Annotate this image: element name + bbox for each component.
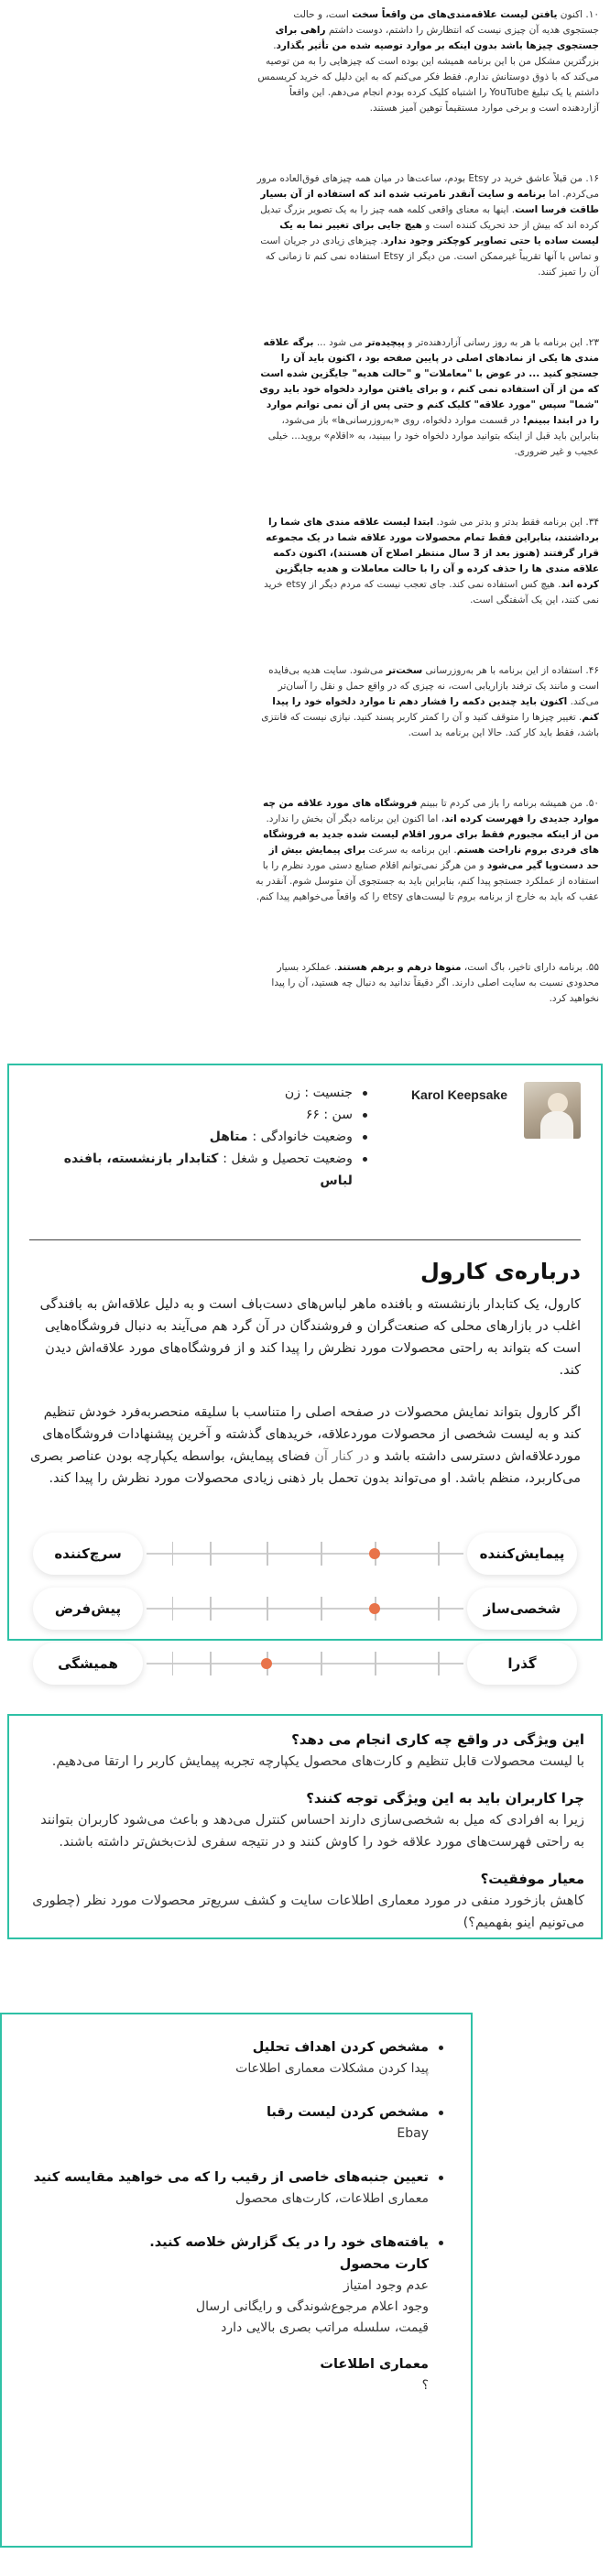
review-findings	[255, 0, 599, 1007]
spectrum-tick	[321, 1652, 322, 1675]
finding-number: ۲۳.	[585, 337, 599, 348]
finding-item: ۲۳. این برنامه با هر به روز رسانی آزاردهنده‌تر و پیچیده‌تر می شود ... برگه علاقه مندی ها یکی از نمادهای اصلی در پایین صفحه بود ، اکنون باید آن را جستجو کنید ... در عوض با "معاملات" و "حالت هدیه" جایگزین شده است که من از آن استفاده نمی کنم ، و برای یافتن موارد دلخواه خود باید روی "شما" سپس "مورد علاقه" کلیک کنم و حتی پس از آن نمی توانم موارد را در ابتدا ببینم! در قسمت موارد دلخواه، روی «به‌روزرسانی‌ها» باز می‌شود، بنابراین باید قبل از اینکه بتوانید موارد دلخواه خود را ببینید، به «اقلام» بروید... خیلی عجیب و غیر ضروری.	[259, 337, 599, 457]
product-card-note: عدم وجود امتیاز	[343, 2278, 429, 2293]
analysis-item: یافته‌های خود را در یک گزارش خلاصه کنید. کارت محصول عدم وجود امتیاز وجود اعلام مرجوع‌شوندگی و رایگانی ارسال قیمت، سلسله مراتب بصری بالایی دارد معماری اطلاعات ؟	[20, 2232, 447, 2396]
persona-name: Karol Keepsake	[410, 1087, 507, 1102]
spectrum-tick	[375, 1652, 376, 1675]
product-card-note: قیمت، سلسله مراتب بصری بالایی دارد	[221, 2320, 429, 2335]
finding-number: ۵۵.	[585, 962, 599, 973]
spectrum-tick	[172, 1652, 174, 1675]
persona-fact-marital: وضعیت خانوادگی : متاهل	[29, 1126, 369, 1148]
spectrum-row	[33, 1581, 577, 1636]
spectrum-tick	[267, 1597, 268, 1621]
finding-item: ۵۵. برنامه دارای تاخیر، باگ است، منوها درهم و برهم هستند. عملکرد بسیار محدودی نسبت به سایت اصلی دارند. اگر دقیقاً ندانید به دنبال چه هستید، آن را پیدا نخواهید کرد.	[271, 962, 599, 1004]
insight-answer: با لیست محصولات قابل تنظیم و کارت‌های محصول یکپارچه تجربه پیمایش کاربر را ارتقا می‌دهیم.	[51, 1754, 584, 1769]
competitor-analysis-box	[0, 2013, 473, 2548]
spectrum-label-right: شخصی‌ساز	[467, 1588, 577, 1630]
spectrum-tick	[438, 1652, 440, 1675]
spectrum-tick	[438, 1542, 440, 1566]
spectrum-marker	[369, 1603, 380, 1614]
finding-number: ۳۴.	[585, 517, 599, 528]
ia-heading: معماری اطلاعات	[320, 2357, 429, 2372]
finding-item: ۱۶. من قبلاً عاشق خرید در Etsy بودم، ساعت‌ها در میان همه چیزهای فوق‌العاده مرور می‌کردم. اما برنامه و سایت آنقدر نامرتب شده اند که استفاده از آن بسیار طاقت فرسا است. اینها به معنای واقعی کلمه همه چیز را به یک تصویر بزرگ تبدیل کرده اند که بیش از حد تحریک کننده است و هیچ جایی برای تغییر نما به یک لیست ساده یا حتی تصاویر کوچکتر وجود ندارد. چیزهای زیادی در جریان است و تماس با آنها تقریباً غیرممکن است. من دیگر از Etsy استفاده نمی کنم تا زمانی که آن را تمیز کنند.	[256, 173, 599, 278]
ia-note: ؟	[421, 2378, 429, 2393]
insight-answer: کاهش بازخورد منفی در مورد معماری اطلاعات سایت و کشف سریع‌تر محصولات مورد نظر (چطوری می‌تونیم اینو بفهمیم؟)	[32, 1894, 584, 1930]
analysis-item: مشخص کردن لیست رقبا Ebay	[20, 2101, 447, 2145]
insight-block	[26, 1729, 584, 1773]
persona-fact-occupation: وضعیت تحصیل و شغل : کتابدار بازنشسته، بافنده لباس	[29, 1148, 369, 1192]
spectrum-row	[33, 1526, 577, 1581]
spectrum-label-left: سرچ‌کننده	[33, 1533, 143, 1575]
finding-number: ۵۰.	[585, 798, 599, 809]
spectrum-label-left: پیش‌فرض	[33, 1588, 143, 1630]
persona-header	[29, 1082, 581, 1192]
about-title: درباره‌ی کارول	[419, 1259, 581, 1284]
persona-facts	[29, 1082, 369, 1192]
finding-item: ۵۰. من همیشه برنامه را باز می کردم تا ببینم فروشگاه های مورد علاقه من چه موارد جدیدی را فهرست کرده اند، اما اکنون این برنامه دیگر آن بخش را ندارد. من از اینکه مجبورم فقط برای مرور اقلام لیست شده جدید به فروشگاه های فردی بروم ناراحت هستم. این برنامه به سرعت برای پیمایش بیش از حد دست‌وپا گیر می‌شود و من هرگز نمی‌توانم اقلام صنایع دستی مورد نظرم را با استفاده از عملکرد جستجو پیدا کنم، بنابراین باید به جستجوی آن متوسل شوم. آنقدر به عقب که باید به خارج از برنامه بروم تا لیست‌های etsy را که واقعاً می‌خواهیم پیدا کنم.	[256, 798, 599, 902]
persona-fact-gender: جنسیت : زن	[29, 1082, 369, 1104]
product-card-heading: کارت محصول	[339, 2257, 429, 2272]
spectrum-tick	[172, 1597, 174, 1621]
persona-spectrum	[29, 1526, 581, 1691]
persona-avatar	[524, 1082, 581, 1139]
insight-question: چرا کاربران باید به این ویژگی توجه کنند؟	[306, 1790, 584, 1806]
insight-block	[26, 1787, 584, 1853]
spectrum-marker	[261, 1658, 272, 1669]
spectrum-track	[147, 1533, 463, 1575]
finding-number: ۱۶.	[585, 173, 599, 184]
spectrum-label-right: پیمایش‌کننده	[467, 1533, 577, 1575]
persona-divider	[29, 1239, 581, 1240]
spectrum-tick	[172, 1542, 174, 1566]
spectrum-label-left: همیشگی	[33, 1643, 143, 1685]
analysis-item: تعیین جنبه‌های خاصی از رقیب را که می خواهید مقایسه کنید معماری اطلاعات، کارت‌های محصول	[20, 2167, 447, 2210]
about-paragraph: کارول، یک کتابدار بازنشسته و بافنده ماهر لباس‌های دست‌باف است و به دلیل علاقه‌اش به بافندگی اغلب در بازارهای محلی که صنعت‌گران و فروشندگان در آن گرد هم می‌آیند به دنبال فروشگاه‌هایی است که بتواند به راحتی محصولات مورد نظرش را پیدا کند و از فروشگاه‌های مورد علاقه‌اش دیدن کند.	[39, 1297, 581, 1378]
insight-question: معیار موفقیت؟	[480, 1871, 584, 1887]
spectrum-tick	[438, 1597, 440, 1621]
persona-card	[7, 1064, 603, 1672]
insight-question: این ویژگی در واقع چه کاری انجام می دهد؟	[291, 1731, 584, 1748]
persona-fact-age: سن : ۶۶	[29, 1104, 369, 1126]
spectrum-tick	[210, 1542, 212, 1566]
spectrum-track	[147, 1588, 463, 1630]
insight-answer: زیرا به افرادی که میل به شخصی‌سازی دارند احساس کنترل می‌دهد و باعث می‌شود کاربران بتوانند به راحتی فهرست‌های مورد علاقه خود را کاوش کنند و در نتیجه سفری لذت‌بخش‌تر داشته باشند.	[40, 1813, 584, 1850]
finding-item: ۳۴. این برنامه فقط بدتر و بدتر می شود. ابتدا لیست علاقه مندی های شما را برداشتند، بنابراین فقط تمام محصولات مورد علاقه شما در یک مجموعه قرار گرفتند (هنوز بعد از 3 سال منتظر اصلاح آن هستند)، اکنون دکمه علاقه مندی ها را حذف کرده و آن را با حالت معاملات و هدیه جایگزین کرده اند. هیچ کس استفاده نمی کند. جای تعجب نیست که مردم دیگر از etsy خرید نمی کنند، این یک آشفتگی است.	[264, 517, 599, 606]
finding-item: ۱۰. اکنون یافتن لیست علاقه‌مندی‌های من واقعاً سخت است، و حالت جستجوی هدیه آن چیزی نیست که انتظارش را داشتم، دوست داشتم راهی برای جستجوی چیزها باشد بدون اینکه بر موارد توصیه شده من تأثیر بگذارد. بزرگترین مشکل من با این برنامه همیشه این بوده است که چیزهایی را به من توصیه می‌کند که با ذوق دوستانش ندارم. فقط فکر می‌کنم که به این دلیل که خرید کریسمس داشتم یا یک تبلیغ YouTube را اشتباه کلیک کرده بودم انجام می‌دهم. این واقعاً آزاردهنده است و برخی موارد مستقیماً توهین آمیز هستند.	[257, 9, 599, 114]
finding-number: ۴۶.	[585, 665, 599, 676]
finding-item: ۴۶. استفاده از این برنامه با هر به‌روزرسانی سخت‌تر می‌شود. سایت هدیه بی‌فایده است و مانند یک ترفند بازاریابی است، نه چیزی که در واقع حمل و نقل را آسان‌تر می‌کند. اکنون باید چندین دکمه را فشار دهم تا موارد دلخواه خود را پیدا کنم. تغییر چیزها را متوقف کنید و آن را کمتر کاربر پسند کنید. نیازی نیست که فانتزی باشد، فقط باید کار کند. حالا این برنامه بد است.	[261, 665, 599, 738]
analysis-item: مشخص کردن اهداف تحلیل پیدا کردن مشکلات معماری اطلاعات	[20, 2036, 447, 2079]
spectrum-tick	[267, 1542, 268, 1566]
spectrum-label-right: گذرا	[467, 1643, 577, 1685]
spectrum-marker	[369, 1548, 380, 1559]
spectrum-tick	[321, 1542, 322, 1566]
about-paragraph: اگر کارول بتواند نمایش محصولات در صفحه اصلی را متناسب با سلیقه منحصربه‌فرد خودش تنظیم کند و به لیست شخصی از محصولات موردعلاقه، خریدهای گذشته و آخرین پیشنهادات فروشگاه‌های موردعلاقه‌اش دسترسی داشته باشد و در کنار آن فضای پیمایش، بواسطه یکپارچه بودن عناصر بصری می‌کاربرد، منظم باشد. او می‌تواند بدون تحمل بار ذهنی زیادی محصولات مورد نظرش را پیدا کند.	[29, 1405, 581, 1486]
spectrum-tick	[321, 1597, 322, 1621]
insight-block	[26, 1868, 584, 1934]
spectrum-tick	[210, 1652, 212, 1675]
finding-number: ۱۰.	[585, 9, 599, 20]
feature-insights-box	[7, 1714, 603, 1939]
spectrum-track	[147, 1643, 463, 1685]
spectrum-row	[33, 1636, 577, 1691]
product-card-note: وجود اعلام مرجوع‌شوندگی و رایگانی ارسال	[195, 2299, 429, 2314]
spectrum-tick	[210, 1597, 212, 1621]
